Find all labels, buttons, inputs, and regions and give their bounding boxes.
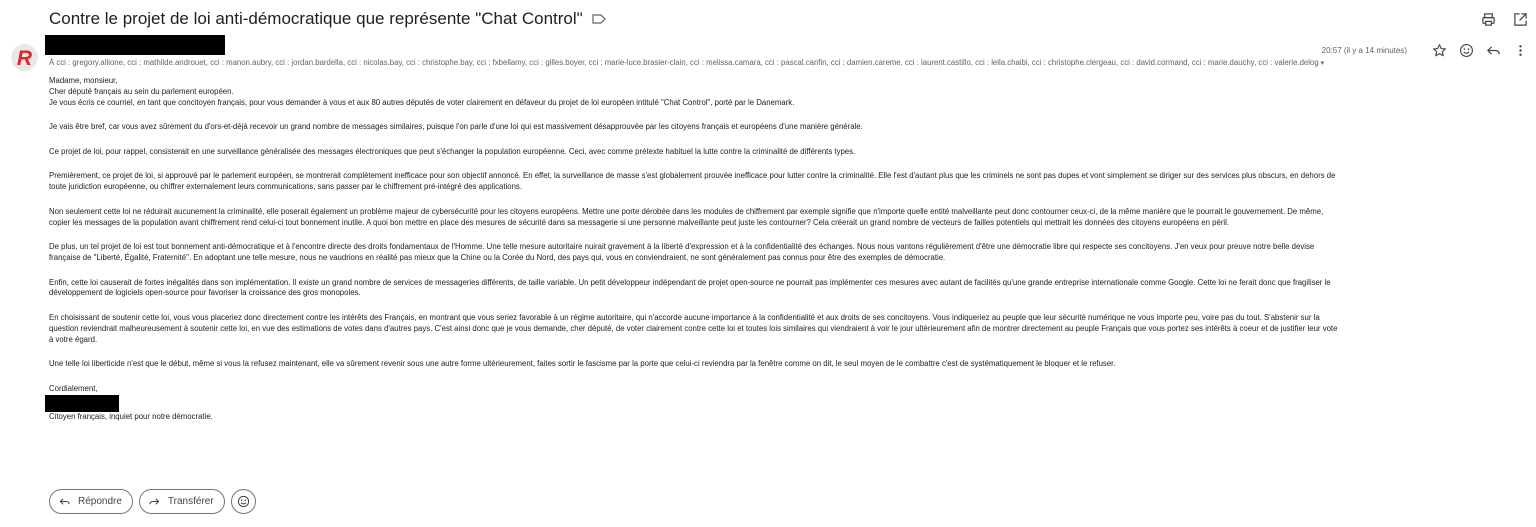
message-meta <box>1322 42 1528 58</box>
star-icon[interactable] <box>1431 42 1447 58</box>
body-paragraph: à votre égard. <box>49 334 98 344</box>
body-paragraph: Non seulement cette loi ne réduirait aucunement la criminalité, elle poserait également un problème majeur de cybersécurité pour les citoyens européens. Mettre une porte dérobée dans les modules de chiffrement par exemple signifie que n'importe quelle entité malveillante peut donc contourner ceux-ci, de la même manière que le pourrait le gouvernement. De même, <box>49 206 1324 216</box>
signature-name-redacted <box>45 395 119 412</box>
reply-icon[interactable] <box>1485 42 1501 58</box>
recipients-line[interactable] <box>49 58 1325 67</box>
body-paragraph: De plus, un tel projet de loi est tout bonnement anti-démocratique et à l'encontre directe des droits fondamentaux de l'Homme. Une telle mesure autoritaire nuirait gravement à la liberté d'expression et à la confidentialité des échanges. Nous nous vantons régulièrement d'être une démocratie libre qui respecte ses concitoyens. J'en veux pour preuve notre belle devise <box>49 242 1315 252</box>
body-paragraph: développement de logiciels open-source pour favoriser la croissance des gros monopoles. <box>49 288 361 298</box>
body-paragraph: En choisissant de soutenir cette loi, vous vous placeriez donc directement contre les intérêts des Français, en montrant que vous seriez favorable à un régime autoritaire, qui n'accorde aucune importance à la confidentialité et aux droits de ses concitoyens. Vous indiqueriez au peuple que leur sécurité numérique ne vous importe peu, voire pas du tout. S'abstenir sur la <box>49 312 1320 322</box>
sender-avatar[interactable] <box>11 44 38 71</box>
reply-label: Répondre <box>78 496 122 507</box>
chevron-down-icon[interactable]: ▾ <box>1320 60 1325 67</box>
body-paragraph: Je vais être bref, car vous avez sûrement du d'ors-et-déjà recevoir un grand nombre de messages similaires, puisque l'on parle d'une loi qui est massivement désapprouvée par les citoyens français et européens d'une manière générale. <box>49 122 863 132</box>
body-paragraph: toute juridiction européenne, ou chiffrer externalement leurs communications, sans passer par le chiffrement pré-intégré des applications. <box>49 182 522 192</box>
emoji-reaction-button[interactable] <box>231 489 256 514</box>
body-line: Cher député français au sein du parlement européen. <box>49 86 234 96</box>
label-icon[interactable] <box>592 13 606 26</box>
body-closing: Cordialement, <box>49 383 98 393</box>
open-in-new-window-icon[interactable] <box>1512 11 1528 27</box>
recipients-text: À cci : gregory.allione, cci : mathilde.androuet, cci : manon.aubry, cci : jordan.bardella, cci : nicolas.bay, cci : christophe.bay, cci : fxbellamy, cci : gilles.boyer, cci : marie-luce.brasier-clain, cci : melissa.camara, cci : pascal.canfin, cci : damien.careme, cci : laurent.castillo, cci : leila.chaibi, cci : christophe.clergeau, cci : david.cormand, cci : marie.dauchy, cci : valerie.delog <box>49 58 1319 67</box>
timestamp: 20:57 (il y a 14 minutes) <box>1321 45 1407 55</box>
reply-bar <box>49 489 256 514</box>
forward-label: Transférer <box>167 496 214 507</box>
body-paragraph: question reviendrait malheureusement à soutenir cette loi, en vue des estimations de votes dans d'autres pays. C'est ainsi donc que je vous demande, cher député, de voter clairement contre cette loi et toutes lois similaires qui viendraient à voir le jour ultérieurement afin de montrer directement au peuple Français que vous portez ses intérêts à coeur et de justifier leur vote <box>49 323 1338 333</box>
forward-icon <box>149 496 160 507</box>
body-paragraph: française de "Liberté, Égalité, Fraternité". En adoptant une telle mesure, nous ne vaudrions en réalité pas mieux que la Chine ou la Corée du Nord, des pays qui, vous en conviendraient, ne sont généralement pas connus pour être des exemples de démocratie. <box>49 253 946 263</box>
print-icon[interactable] <box>1480 11 1496 27</box>
sender-name-redacted <box>45 35 225 55</box>
emoji-icon <box>237 495 250 508</box>
body-paragraph: Enfin, cette loi causerait de fortes inégalités dans son implémentation. Il existe un grand nombre de services de messageries différents, de taille variable. Un petit développeur indépendant de projet open-source ne pourrait pas implémenter ces mesures avec autant de facilités qu'une grande entreprise internationale comme Google. Cette loi ne ferait donc que fragiliser le <box>49 277 1331 287</box>
body-paragraph: Ce projet de loi, pour rappel, consisterait en une surveillance généralisée des messages électroniques que peut s'échanger la population européenne. Ceci, avec comme prétexte habituel la lutte contre la criminalité de différents types. <box>49 146 856 156</box>
signature-title: Citoyen français, inquiet pour notre démocratie. <box>49 411 213 421</box>
emoji-icon[interactable] <box>1458 42 1474 58</box>
forward-button[interactable] <box>139 489 225 514</box>
body-greeting: Madame, monsieur, <box>49 76 118 85</box>
body-line: Je vous écris ce courriel, en tant que concitoyen français, pour vous demander à vous et aux 80 autres députés de voter clairement en défaveur du projet de loi européen intitulé "Chat Control", porté par le Danemark. <box>49 97 795 107</box>
email-subject: Contre le projet de loi anti-démocratique que représente "Chat Control" <box>49 9 583 28</box>
email-body <box>49 76 1524 423</box>
thread-actions <box>1480 11 1528 27</box>
avatar-letter: R <box>16 47 33 70</box>
body-paragraph: Premièrement, ce projet de loi, si approuvé par le parlement européen, se montrerait complètement inefficace pour son objectif annoncé. En effet, la surveillance de masse s'est globalement prouvée inefficace pour lutter contre la criminalité. Elle l'est d'autant plus que les criminels ne sont pas dupes et vont simplement se diriger sur des services plus obscurs, en dehors de <box>49 171 1336 181</box>
body-paragraph: copier les messages de la population avant chiffrement rend celui-ci tout bonnement inutile. A quoi bon mettre en place des mesures de sécurité dans sa messagerie si une personne malveillante peut juste les contourner? Cela créerait un grand nombre de vecteurs de failles potentiels qui mettrait les données des citoyens européens en péril. <box>49 217 1230 227</box>
reply-button[interactable] <box>49 489 133 514</box>
more-vert-icon[interactable] <box>1512 42 1528 58</box>
body-paragraph: Une telle loi liberticide n'est que le début, même si vous la refusez maintenant, elle va sûrement revenir sous une autre forme ultérieurement, faites sortir le fascisme par la porte que celui-ci reviendra par la fenêtre comme on dit, le seul moyen de le combattre c'est de systématiquement le bloquer et le refuser. <box>49 359 1116 369</box>
reply-icon <box>59 496 70 507</box>
subject-row <box>49 9 606 29</box>
